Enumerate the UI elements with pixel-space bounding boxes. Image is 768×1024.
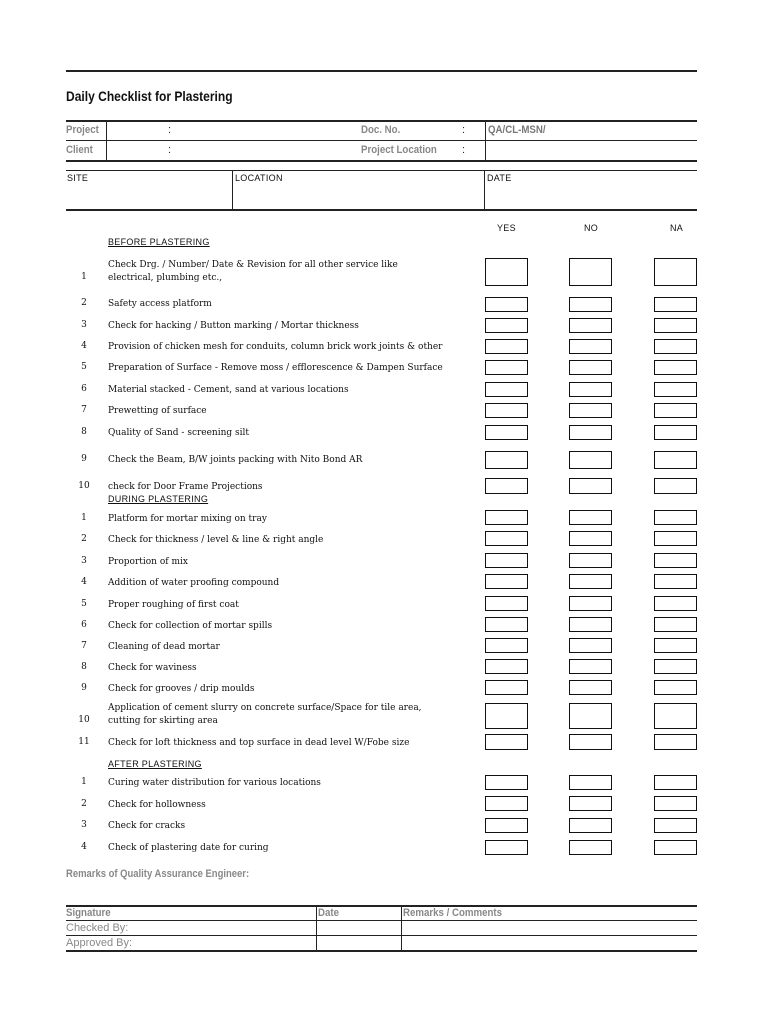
checkbox-yes[interactable] <box>485 403 528 418</box>
project-location-colon: : <box>462 144 466 156</box>
checkbox-no[interactable] <box>569 796 612 811</box>
checkbox-yes[interactable] <box>485 796 528 811</box>
page-title: Daily Checklist for Plastering <box>66 88 233 104</box>
checkbox-no[interactable] <box>569 775 612 790</box>
checkbox-no[interactable] <box>569 297 612 312</box>
client-label: Client <box>66 144 93 156</box>
list-item-text: Check for collection of mortar spills <box>108 621 273 631</box>
checkbox-yes[interactable] <box>485 478 528 494</box>
list-item-number: 3 <box>81 820 87 830</box>
list-item-text: Material stacked - Cement, sand at various locations <box>108 385 349 395</box>
checkbox-no[interactable] <box>569 360 612 375</box>
checkbox-na[interactable] <box>654 638 697 653</box>
list-item-text: Cleaning of dead mortar <box>108 642 220 652</box>
list-item-text: Provision of chicken mesh for conduits, column brick work joints & other <box>108 342 443 352</box>
checkbox-na[interactable] <box>654 680 697 695</box>
checkbox-yes[interactable] <box>485 318 528 333</box>
checkbox-na[interactable] <box>654 478 697 494</box>
checkbox-yes[interactable] <box>485 258 528 286</box>
project-colon: : <box>168 124 172 136</box>
list-item-text: Check for loft thickness and top surface in dead level W/Fobe size <box>108 738 410 748</box>
checkbox-na[interactable] <box>654 703 697 729</box>
doc-no-colon: : <box>462 124 466 136</box>
top-rule <box>66 70 697 72</box>
checkbox-yes[interactable] <box>485 451 528 469</box>
checkbox-na[interactable] <box>654 382 697 397</box>
list-item-number: 5 <box>81 599 87 609</box>
checkbox-no[interactable] <box>569 553 612 568</box>
checkbox-yes[interactable] <box>485 617 528 632</box>
signature-header: Signature <box>66 907 111 919</box>
list-item-number: 3 <box>81 320 87 330</box>
checkbox-na[interactable] <box>654 339 697 354</box>
list-item-number: 9 <box>81 454 87 464</box>
list-item-number: 7 <box>81 641 87 651</box>
site-label: SITE <box>67 173 89 183</box>
list-item-number: 3 <box>81 556 87 566</box>
header-rule <box>66 120 697 122</box>
list-item-text: Prewetting of surface <box>108 406 207 416</box>
list-item-text: Addition of water proofing compound <box>108 578 280 588</box>
list-item-number: 10 <box>78 481 90 491</box>
list-item-text: Check for waviness <box>108 663 197 673</box>
checkbox-no[interactable] <box>569 478 612 494</box>
list-item-number: 4 <box>81 341 87 351</box>
checkbox-na[interactable] <box>654 659 697 674</box>
col-na: NA <box>670 223 684 233</box>
date-label: DATE <box>487 173 512 183</box>
date-header: Date <box>318 907 339 919</box>
list-item-number: 1 <box>81 777 87 787</box>
list-item-number: 2 <box>81 799 87 809</box>
checkbox-no[interactable] <box>569 339 612 354</box>
signature-rule <box>66 950 697 952</box>
remarks-title: Remarks of Quality Assurance Engineer: <box>66 868 250 880</box>
checkbox-yes[interactable] <box>485 659 528 674</box>
signature-divider <box>401 905 402 950</box>
header-divider <box>106 120 107 160</box>
approved-by-label: Approved By: <box>66 937 133 949</box>
list-item-text: Check for hollowness <box>108 800 206 810</box>
checkbox-yes[interactable] <box>485 775 528 790</box>
remarks-header: Remarks / Comments <box>403 907 502 919</box>
list-item-text: Preparation of Surface - Remove moss / efflorescence & Dampen Surface <box>108 363 443 373</box>
checkbox-na[interactable] <box>654 574 697 589</box>
checkbox-na[interactable] <box>654 258 697 286</box>
list-item-number: 6 <box>81 620 87 630</box>
list-item-number: 8 <box>81 427 87 437</box>
checkbox-na[interactable] <box>654 553 697 568</box>
checkbox-na[interactable] <box>654 318 697 333</box>
checkbox-no[interactable] <box>569 596 612 611</box>
checkbox-no[interactable] <box>569 382 612 397</box>
checkbox-yes[interactable] <box>485 840 528 855</box>
list-item-text: Check for thickness / level & line & right angle <box>108 535 324 545</box>
list-item-number: 10 <box>78 715 90 725</box>
checkbox-yes[interactable] <box>485 818 528 833</box>
site-divider <box>232 170 233 209</box>
checkbox-no[interactable] <box>569 510 612 525</box>
list-item-number: 1 <box>81 272 87 282</box>
checkbox-no[interactable] <box>569 531 612 546</box>
checkbox-yes[interactable] <box>485 360 528 375</box>
site-divider <box>484 170 485 209</box>
list-item-number: 1 <box>81 513 87 523</box>
list-item-text: Curing water distribution for various locations <box>108 778 321 788</box>
checkbox-na[interactable] <box>654 425 697 440</box>
list-item-text: Platform for mortar mixing on tray <box>108 514 267 524</box>
doc-no-label: Doc. No. <box>361 124 401 136</box>
checked-by-label: Checked By: <box>66 922 129 934</box>
section-before: BEFORE PLASTERING <box>108 237 210 247</box>
list-item-number: 9 <box>81 683 87 693</box>
checkbox-yes[interactable] <box>485 596 528 611</box>
checkbox-no[interactable] <box>569 425 612 440</box>
checkbox-yes[interactable] <box>485 638 528 653</box>
client-colon: : <box>168 144 172 156</box>
checkbox-yes[interactable] <box>485 297 528 312</box>
checkbox-no[interactable] <box>569 451 612 469</box>
checkbox-na[interactable] <box>654 734 697 750</box>
checkbox-na[interactable] <box>654 617 697 632</box>
list-item-text: Check of plastering date for curing <box>108 843 269 853</box>
checkbox-no[interactable] <box>569 258 612 286</box>
checkbox-na[interactable] <box>654 510 697 525</box>
list-item-text: Check Drg. / Number/ Date & Revision for all other service like electrical, plumbing etc., <box>108 260 398 283</box>
checkbox-no[interactable] <box>569 818 612 833</box>
checkbox-na[interactable] <box>654 451 697 469</box>
checkbox-yes[interactable] <box>485 680 528 695</box>
header-rule <box>66 140 697 141</box>
checkbox-yes[interactable] <box>485 553 528 568</box>
signature-rule <box>66 905 697 907</box>
list-item-number: 7 <box>81 405 87 415</box>
list-item-text: Check for cracks <box>108 821 186 831</box>
checkbox-na[interactable] <box>654 297 697 312</box>
signature-divider <box>316 905 317 950</box>
list-item-text: Proportion of mix <box>108 557 188 567</box>
checkbox-na[interactable] <box>654 796 697 811</box>
list-item-text: Check for grooves / drip moulds <box>108 684 255 694</box>
checkbox-yes[interactable] <box>485 531 528 546</box>
checkbox-no[interactable] <box>569 659 612 674</box>
header-divider <box>485 120 486 160</box>
section-after: AFTER PLASTERING <box>108 759 202 769</box>
section-during: DURING PLASTERING <box>108 494 209 504</box>
checkbox-yes[interactable] <box>485 339 528 354</box>
signature-rule <box>66 920 697 921</box>
col-no: NO <box>584 223 599 233</box>
list-item-text: Check the Beam, B/W joints packing with Nito Bond AR <box>108 455 363 465</box>
list-item-text: Safety access platform <box>108 299 212 309</box>
list-item-number: 6 <box>81 384 87 394</box>
checkbox-na[interactable] <box>654 360 697 375</box>
checkbox-yes[interactable] <box>485 703 528 729</box>
checkbox-no[interactable] <box>569 574 612 589</box>
checkbox-na[interactable] <box>654 403 697 418</box>
checkbox-yes[interactable] <box>485 510 528 525</box>
list-item-text: Proper roughing of first coat <box>108 600 239 610</box>
list-item-number: 4 <box>81 577 87 587</box>
checkbox-yes[interactable] <box>485 425 528 440</box>
checkbox-no[interactable] <box>569 638 612 653</box>
checkbox-yes[interactable] <box>485 734 528 750</box>
list-item-text: Check for hacking / Button marking / Mortar thickness <box>108 321 359 331</box>
list-item-text: Application of cement slurry on concrete surface/Space for tile area, cutting for skirting area <box>108 703 422 726</box>
list-item-number: 5 <box>81 362 87 372</box>
location-label: LOCATION <box>235 173 283 183</box>
list-item-number: 4 <box>81 842 87 852</box>
header-rule <box>66 160 697 162</box>
list-item-text: Quality of Sand - screening silt <box>108 428 250 438</box>
checkbox-no[interactable] <box>569 734 612 750</box>
checkbox-yes[interactable] <box>485 382 528 397</box>
checkbox-yes[interactable] <box>485 574 528 589</box>
checkbox-no[interactable] <box>569 403 612 418</box>
col-yes: YES <box>497 223 516 233</box>
list-item-number: 8 <box>81 662 87 672</box>
checkbox-na[interactable] <box>654 531 697 546</box>
checkbox-no[interactable] <box>569 318 612 333</box>
project-label: Project <box>66 124 99 136</box>
list-item-number: 2 <box>81 298 87 308</box>
site-rule <box>66 170 697 171</box>
checkbox-no[interactable] <box>569 680 612 695</box>
checkbox-na[interactable] <box>654 596 697 611</box>
list-item-number: 11 <box>78 737 90 747</box>
checkbox-na[interactable] <box>654 818 697 833</box>
list-item-text: check for Door Frame Projections <box>108 482 263 492</box>
site-rule <box>66 209 697 211</box>
checkbox-na[interactable] <box>654 775 697 790</box>
checkbox-no[interactable] <box>569 703 612 729</box>
checkbox-na[interactable] <box>654 840 697 855</box>
checkbox-no[interactable] <box>569 617 612 632</box>
signature-rule <box>66 935 697 936</box>
doc-no-value: QA/CL-MSN/ <box>488 124 546 136</box>
checkbox-no[interactable] <box>569 840 612 855</box>
list-item-number: 2 <box>81 534 87 544</box>
project-location-label: Project Location <box>361 144 437 156</box>
